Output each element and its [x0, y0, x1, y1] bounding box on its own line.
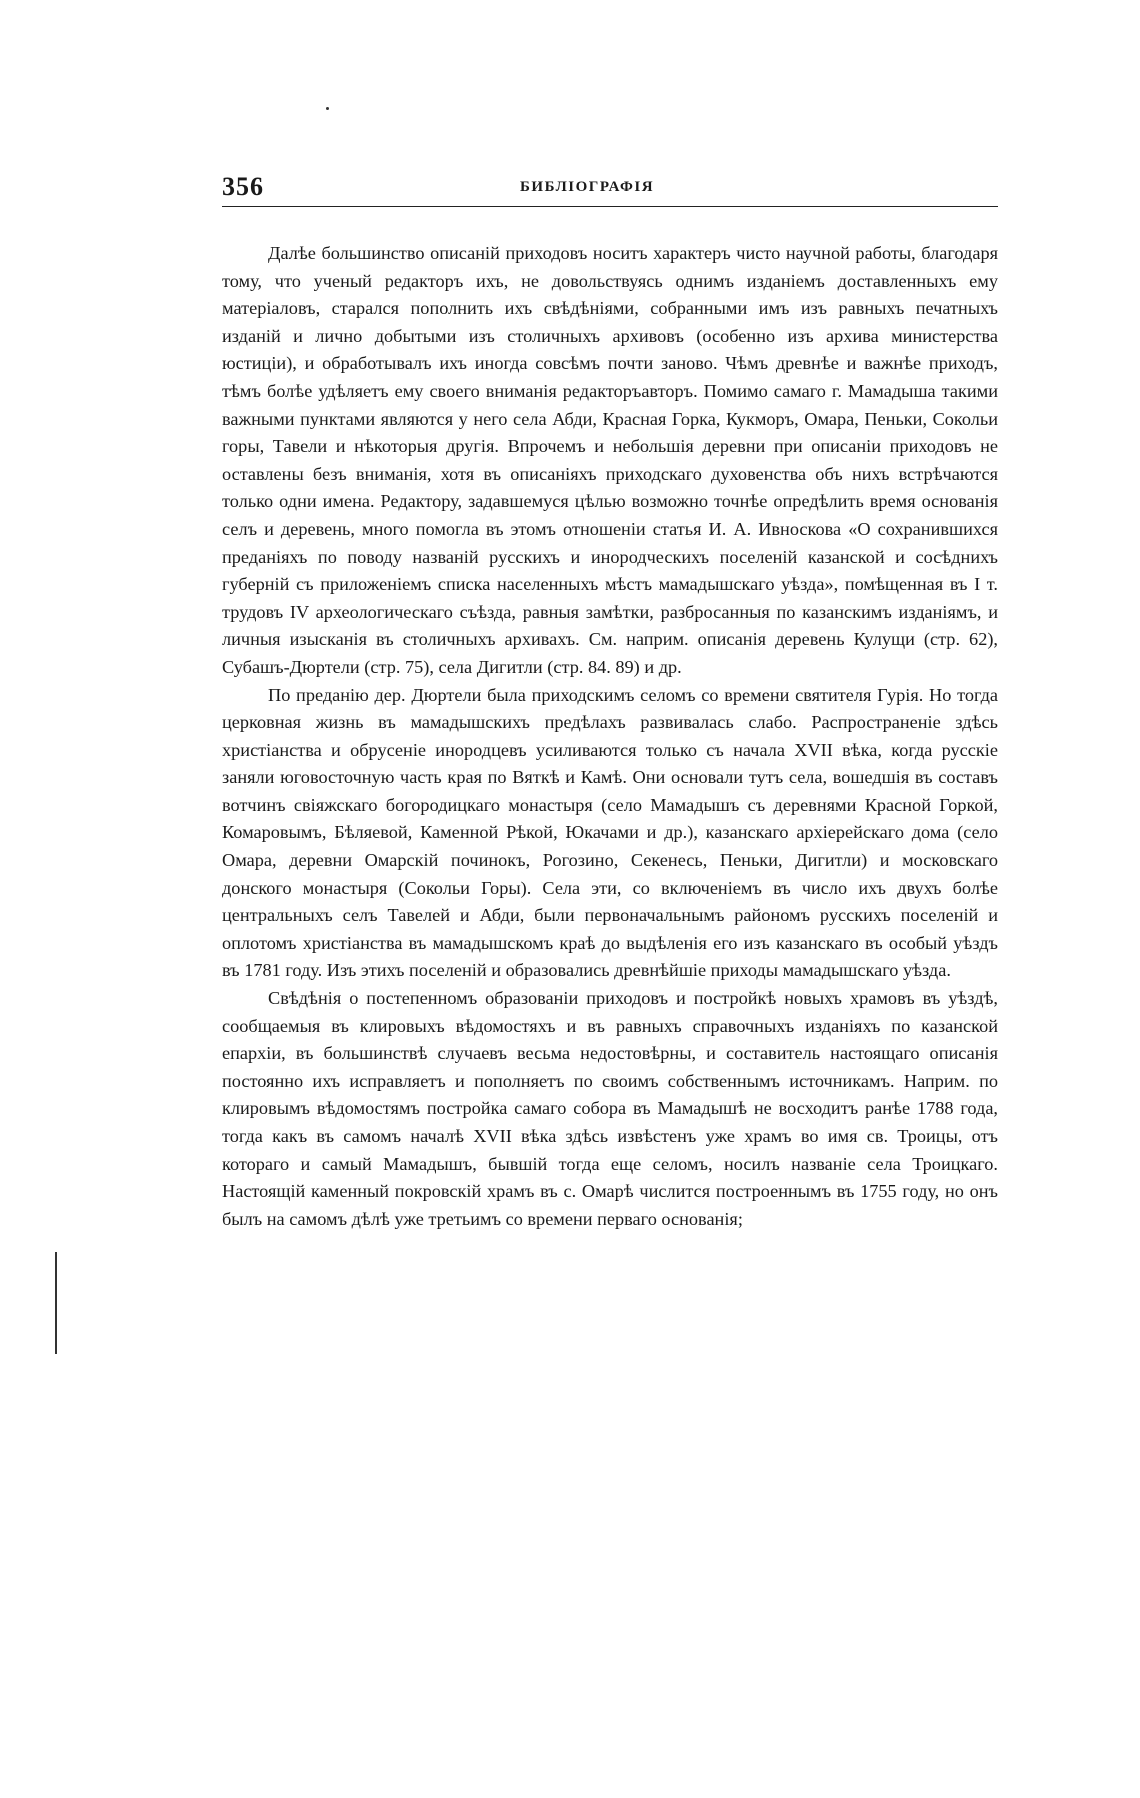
scan-speck: [326, 107, 329, 110]
paragraph: По преданію дер. Дюртели была приходскимъ селомъ со времени святителя Гурія. Но тогда церковная жизнь въ мамадышскихъ предѣлахъ развивалась слабо. Распространеніе здѣсь христіанства и обрусеніе инородцевъ усиливаются только съ начала XVII вѣка, когда русскіе заняли юговосточную часть края по Вяткѣ и Камѣ. Они основали тутъ села, вошедшія въ составъ вотчинъ свіяжскаго богородицкаго монастыря (село Мамадышъ съ деревнями Красной Горкой, Комаровымъ, Бѣляевой, Каменной Рѣкой, Юкачами и др.), казанскаго архіерейскаго дома (село Омара, деревни Омарскій починокъ, Рогозино, Секенесь, Пеньки, Дигитли) и московскаго донского монастыря (Сокольи Горы). Села эти, со включеніемъ въ число ихъ двухъ болѣе центральныхъ селъ Тавелей и Абди, были первоначальнымъ райономъ русскихъ поселеній и оплотомъ христіанства въ мамадышскомъ краѣ до выдѣленія его изъ казанскаго въ особый уѣздъ въ 1781 году. Изъ этихъ поселеній и образовались древнѣйшіе приходы мамадышскаго уѣзда.: [222, 684, 998, 981]
header-rule: [222, 206, 998, 207]
margin-mark: [55, 1252, 57, 1354]
paragraph: Далѣе большинство описаній приходовъ носитъ характеръ чисто научной работы, благодаря тому, что ученый редакторъ ихъ, не довольствуясь однимъ изданіемъ доставленныхъ ему матеріаловъ, старался пополнить ихъ свѣдѣніями, собранными имъ изъ равныхъ печатныхъ изданій и лично добытыми изъ столичныхъ архивовъ (особенно изъ архива министерства юстиціи), и обработывалъ ихъ иногда совсѣмъ почти заново. Чѣмъ древнѣе и важнѣе приходъ, тѣмъ болѣе удѣляетъ ему своего вниманія редакторъавторъ. Помимо самаго г. Мамадыша такими важными пунктами являются у него села Абди, Красная Горка, Кукморъ, Омара, Пеньки, Сокольи горы, Тавели и нѣкоторыя другія. Впрочемъ и небольшія деревни при описаніи приходовъ не оставлены безъ вниманія, хотя въ описаніяхъ приходскаго духовенства объ нихъ встрѣчаются только одни имена. Редактору, задавшемуся цѣлью возможно точнѣе опредѣлить время основанія селъ и деревень, много помогла въ этомъ отношеніи статья И. А. Ивноскова «О сохранившихся преданіяхъ по поводу названій русскихъ и инородческихъ поселеній казанской и сосѣднихъ губерній съ приложеніемъ списка населенныхъ мѣстъ мамадышскаго уѣзда», помѣщенная въ I т. трудовъ IV археологическаго съѣзда, равныя замѣтки, разбросанныя по казанскимъ изданіямъ, и личныя изысканія въ столичныхъ архивахъ. См. наприм. описанія деревень Кулущи (стр. 62), Субашъ-Дюртели (стр. 75), села Дигитли (стр. 84. 89) и др.: [222, 243, 998, 677]
page-number: 356: [222, 172, 264, 201]
page-header: [222, 172, 998, 204]
body-text: [222, 240, 998, 1233]
paragraph: Свѣдѣнія о постепенномъ образованіи приходовъ и постройкѣ новыхъ храмовъ въ уѣздѣ, сообщаемыя въ клировыхъ вѣдомостяхъ и въ равныхъ справочныхъ изданіяхъ по казанской епархіи, въ большинствѣ случаевъ весьма недостовѣрны, и составитель настоящаго описанія постоянно ихъ исправляетъ и пополняетъ по своимъ собственнымъ источникамъ. Наприм. по клировымъ вѣдомостямъ постройка самаго собора въ Мамадышѣ не восходитъ ранѣе 1788 года, тогда какъ въ самомъ началѣ XVII вѣка здѣсь извѣстенъ уже храмъ во имя св. Троицы, отъ котораго и самый Мамадышъ, бывшій тогда еще селомъ, носилъ названіе села Троицкаго. Настоящій каменный покровскій храмъ въ с. Омарѣ числится построеннымъ въ 1755 году, но онъ былъ на самомъ дѣлѣ уже третьимъ со времени перваго основанія;: [222, 988, 998, 1229]
running-head: БИБЛIОГРАФIЯ: [520, 179, 655, 195]
